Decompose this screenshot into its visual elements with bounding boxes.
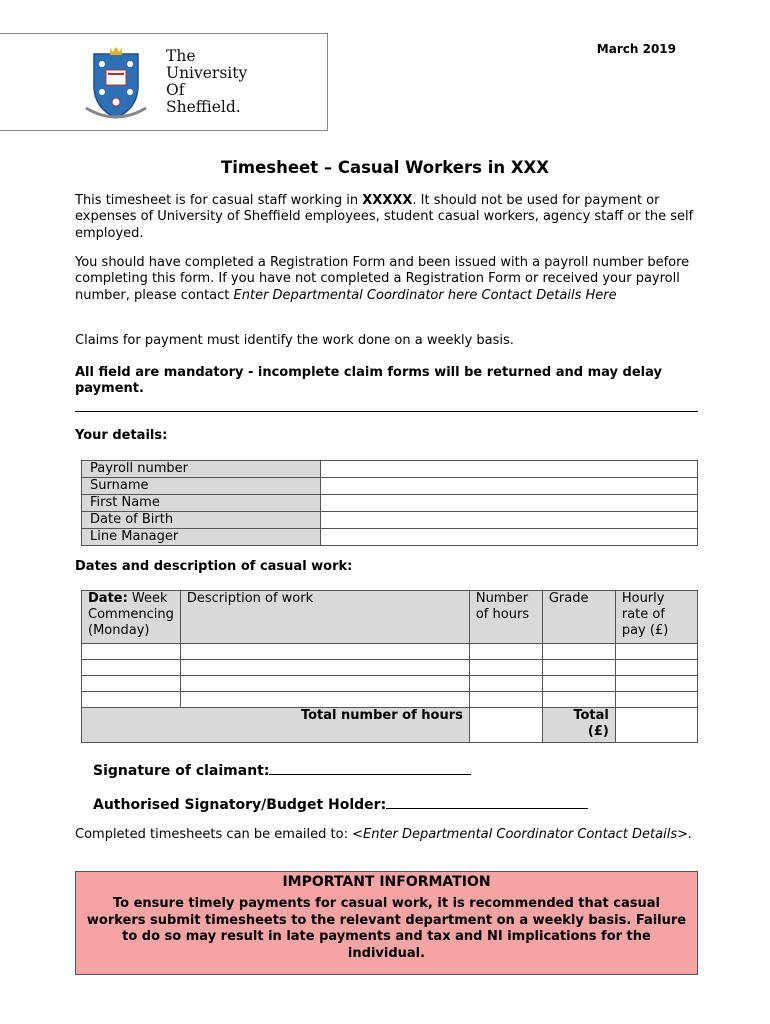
details-label: Line Manager <box>82 529 321 546</box>
authorised-signature-label: Authorised Signatory/Budget Holder: <box>93 797 387 813</box>
details-row <box>82 461 698 478</box>
university-name <box>166 48 247 116</box>
university-logo-box <box>0 33 328 131</box>
grade-cell[interactable] <box>542 676 615 692</box>
document-date: March 2019 <box>596 42 676 56</box>
grade-cell[interactable] <box>542 692 615 708</box>
university-name-line: Of <box>166 81 185 99</box>
important-body: To ensure timely payments for casual work, it is recommended that casual workers submit timesheets to the relevant department on a weekly basis. Failure to do so may result in late payments and tax and NI implications for the individual. <box>86 896 687 961</box>
total-hours-cell[interactable] <box>469 708 542 743</box>
university-name-line: Sheffield. <box>166 98 241 116</box>
university-name-line: University <box>166 64 248 82</box>
email-instructions <box>75 827 705 843</box>
column-header-date <box>82 591 181 644</box>
details-label: Payroll number <box>82 461 321 478</box>
claimant-signature-label: Signature of claimant: <box>93 763 270 779</box>
total-hours-label: Total number of hours <box>82 708 470 743</box>
work-entry-row <box>82 676 698 692</box>
date-cell[interactable] <box>82 692 181 708</box>
intro-paragraph-1 <box>75 193 705 242</box>
date-label-bold: Date: <box>88 591 128 606</box>
description-cell[interactable] <box>180 676 469 692</box>
details-label: Surname <box>82 478 321 495</box>
divider <box>75 411 698 412</box>
description-cell[interactable] <box>180 644 469 660</box>
description-cell[interactable] <box>180 660 469 676</box>
authorised-signature-line[interactable] <box>386 794 588 809</box>
work-total-row <box>82 708 698 743</box>
total-amount-label: Total (£) <box>542 708 615 743</box>
first-name-field[interactable] <box>321 495 698 512</box>
details-heading: Your details: <box>75 428 168 443</box>
intro-text: . It should not be used for payment or expenses of University of Sheffield employees, student casual workers, agency staff or the self employed. <box>75 193 694 241</box>
email-text: Completed timesheets can be emailed to: <box>75 827 353 842</box>
rate-cell[interactable] <box>615 676 697 692</box>
line-manager-field[interactable] <box>321 529 698 546</box>
page-title: Timesheet – Casual Workers in XXX <box>220 158 550 177</box>
details-label: First Name <box>82 495 321 512</box>
grade-cell[interactable] <box>542 644 615 660</box>
claimant-signature <box>93 760 471 779</box>
date-label-rest: Week Commencing (Monday) <box>88 591 174 638</box>
important-heading: IMPORTANT INFORMATION <box>282 874 491 890</box>
work-header-row <box>82 591 698 644</box>
rate-cell[interactable] <box>615 660 697 676</box>
date-of-birth-field[interactable] <box>321 512 698 529</box>
mandatory-notice: All field are mandatory - incomplete claim forms will be returned and may delay payment. <box>75 365 662 397</box>
column-header-description: Description of work <box>180 591 469 644</box>
payroll-number-field[interactable] <box>321 461 698 478</box>
coordinator-contact-placeholder: Enter Departmental Coordinator here Contact Details Here <box>233 287 617 303</box>
intro-text: You should have completed a Registration Form and been issued with a payroll number before completing this form. If you have not completed a Registration Form or received your payroll number, please contact <box>75 255 690 303</box>
column-header-grade: Grade <box>542 591 615 644</box>
intro-paragraph-2 <box>75 255 705 304</box>
rate-cell[interactable] <box>615 692 697 708</box>
intro-paragraph-3: Claims for payment must identify the work done on a weekly basis. <box>75 333 514 348</box>
date-cell[interactable] <box>82 660 181 676</box>
date-cell[interactable] <box>82 676 181 692</box>
details-label: Date of Birth <box>82 512 321 529</box>
hours-cell[interactable] <box>469 644 542 660</box>
work-entry-row <box>82 644 698 660</box>
total-amount-cell[interactable] <box>615 708 697 743</box>
column-header-rate: Hourly rate of pay (£) <box>615 591 697 644</box>
intro-text: This timesheet is for casual staff working in <box>75 193 363 208</box>
university-name-line: The <box>166 47 196 65</box>
authorised-signature <box>93 794 588 813</box>
work-heading: Dates and description of casual work: <box>75 559 353 574</box>
grade-cell[interactable] <box>542 660 615 676</box>
surname-field[interactable] <box>321 478 698 495</box>
claimant-signature-line[interactable] <box>269 760 471 775</box>
details-row <box>82 478 698 495</box>
university-crest-icon <box>80 46 152 122</box>
column-header-hours: Number of hours <box>469 591 542 644</box>
hours-cell[interactable] <box>469 676 542 692</box>
details-row <box>82 495 698 512</box>
hours-cell[interactable] <box>469 692 542 708</box>
intro-bold-text: XXXXX <box>362 193 413 208</box>
details-row <box>82 529 698 546</box>
important-information-box <box>75 871 698 975</box>
details-table <box>81 460 698 546</box>
coordinator-email-placeholder: <Enter Departmental Coordinator Contact Details>. <box>352 827 693 842</box>
work-table <box>81 590 698 743</box>
details-row <box>82 512 698 529</box>
rate-cell[interactable] <box>615 644 697 660</box>
work-entry-row <box>82 692 698 708</box>
date-cell[interactable] <box>82 644 181 660</box>
hours-cell[interactable] <box>469 660 542 676</box>
work-entry-row <box>82 660 698 676</box>
description-cell[interactable] <box>180 692 469 708</box>
